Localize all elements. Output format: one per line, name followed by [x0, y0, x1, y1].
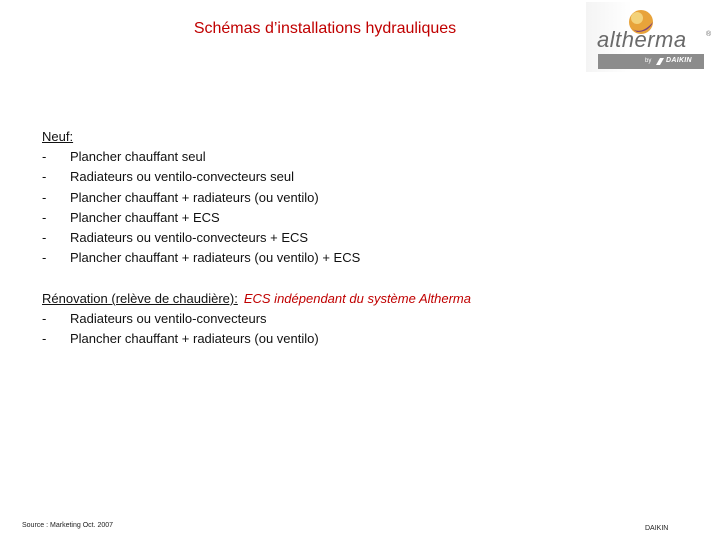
- bullet-dash: -: [42, 169, 47, 185]
- renovation-heading: Rénovation (relève de chaudière):: [42, 291, 238, 306]
- bullet-dash: -: [42, 250, 47, 266]
- renovation-item: [42, 329, 471, 349]
- slide-title: Schémas d’installations hydrauliques: [193, 20, 457, 37]
- renovation-note: ECS indépendant du système Altherma: [243, 291, 471, 306]
- neuf-item: [42, 228, 360, 248]
- neuf-item-text: Radiateurs ou ventilo-convecteurs + ECS: [70, 230, 309, 246]
- neuf-item: [42, 208, 360, 228]
- neuf-item: [42, 188, 360, 208]
- renovation-item-text: Radiateurs ou ventilo-convecteurs: [70, 311, 267, 327]
- bullet-dash: -: [42, 209, 47, 225]
- renovation-heading-row: [42, 289, 471, 309]
- daikin-mark-icon: [655, 57, 665, 66]
- neuf-item: [42, 248, 360, 268]
- footer-brand: DAIKIN: [645, 525, 669, 532]
- bullet-dash: -: [42, 230, 47, 246]
- renovation-section: [42, 289, 471, 350]
- footer-source: Source : Marketing Oct. 2007: [22, 522, 114, 529]
- neuf-heading: Neuf:: [42, 129, 74, 144]
- bullet-dash: -: [42, 331, 47, 347]
- logo-brand-label: DAIKIN: [666, 57, 692, 64]
- logo-registered-mark: ®: [706, 31, 712, 38]
- bullet-dash: -: [42, 189, 47, 205]
- neuf-item: [42, 147, 360, 167]
- neuf-item-text: Plancher chauffant seul: [70, 149, 206, 165]
- renovation-item: [42, 309, 471, 329]
- neuf-item: [42, 167, 360, 187]
- logo-by-label: by: [645, 58, 652, 64]
- logo-wordmark: altherma: [597, 27, 687, 52]
- neuf-item-text: Plancher chauffant + ECS: [70, 209, 220, 225]
- neuf-item-text: Plancher chauffant + radiateurs (ou ventilo) + ECS: [70, 250, 361, 266]
- neuf-item-text: Radiateurs ou ventilo-convecteurs seul: [70, 169, 295, 185]
- neuf-section: [42, 127, 360, 268]
- bullet-dash: -: [42, 149, 47, 165]
- renovation-item-text: Plancher chauffant + radiateurs (ou ventilo): [70, 331, 319, 347]
- bullet-dash: -: [42, 311, 47, 327]
- neuf-item-text: Plancher chauffant + radiateurs (ou ventilo): [70, 189, 319, 205]
